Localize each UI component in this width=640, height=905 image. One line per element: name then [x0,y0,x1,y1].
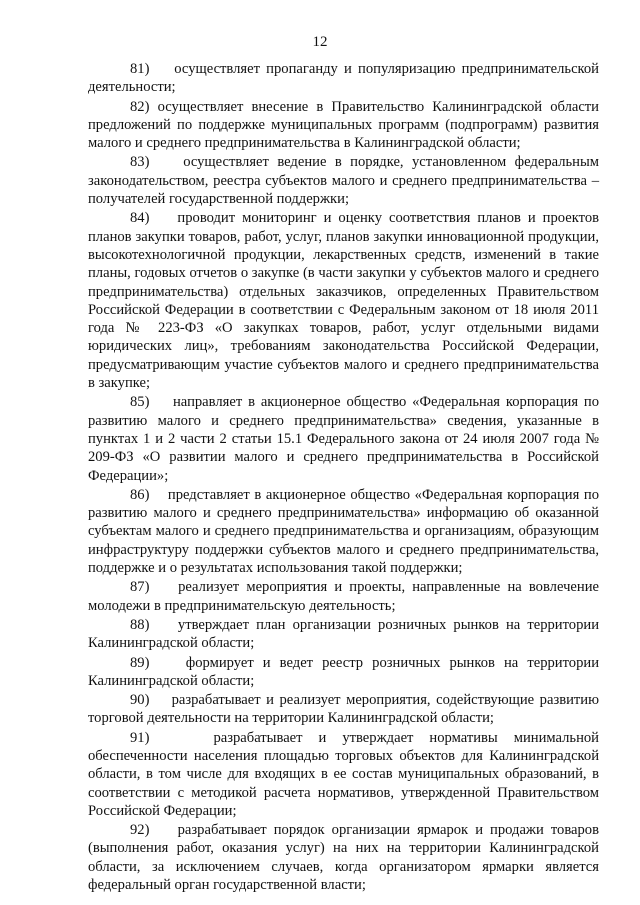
item-text: разрабатывает и утверждает нормативы минимальной обеспеченности населения площадью торговых объектов для Калининградской области, в том числе для входящих в ее состав муниципальных образований, в соответствии с методикой расчета нормативов, утвержденной Правительством Российской Федерации; [88,729,599,819]
item-text: разрабатывает порядок организации ярмарок и продажи товаров (выполнения работ, оказания услуг) на них на территории Калининградской области, за исключением случаев, когда организатором ярмарки является федеральный орган государственной власти; [88,822,599,894]
item-number: 86) [130,486,150,503]
item-number: 82) [130,98,150,115]
list-item [88,578,599,615]
list-item [88,691,599,728]
item-number: 92) [130,822,150,839]
item-text: осуществляет ведение в порядке, установленном федеральным законодательством, реестра субъектов малого и среднего предпринимательства – получателей государственной поддержки; [88,154,600,208]
item-number: 85) [130,394,150,411]
list-item [88,393,599,484]
item-number: 88) [130,616,150,633]
item-number: 91) [130,729,150,746]
item-number: 87) [130,579,150,596]
list-item [88,486,599,577]
item-number: 84) [130,210,150,227]
item-text: разрабатывает и реализует мероприятия, содействующие развитию торговой деятельности на территории Калининградской области; [88,692,599,727]
item-text: реализует мероприятия и проекты, направленные на вовлечение молодежи в предпринимательскую деятельность; [88,579,599,614]
item-number: 90) [130,692,150,709]
item-text: направляет в акционерное общество «Федеральная корпорация по развитию малого и среднего предпринимательства» сведения, указанные в пунктах 1 и 2 части 2 статьи 15.1 Федерального закона от 24 июля 2007 года № 209-ФЗ «О развитии малого и среднего предпринимательства в Российской Федерации»; [88,394,600,484]
item-text: осуществляет внесение в Правительство Калининградской области предложений по поддержке муниципальных программ (подпрограмм) развития малого и среднего предпринимательства в Калининградской области; [88,98,599,152]
item-text: формирует и ведет реестр розничных рынков на территории Калининградской области; [88,654,599,689]
list-item [88,153,599,208]
list-item [88,209,599,392]
list-item [88,729,599,820]
item-number: 81) [130,61,150,77]
item-number: 83) [130,154,150,171]
item-number: 89) [130,654,150,671]
list-item [88,616,599,653]
list-item [88,60,599,97]
list-item [88,654,599,691]
list-item [88,98,599,153]
item-text: представляет в акционерное общество «Федеральная корпорация по развитию малого и среднего предпринимательства» информацию об оказанной субъектам малого и среднего предпринимательства и организациям, образующим инфраструктуру поддержки субъектов малого и среднего предпринимательства, поддержке и о результатах использования такой поддержки; [88,486,600,577]
page-number: 12 [312,34,328,50]
list-item [88,821,599,894]
item-text: утверждает план организации розничных рынков на территории Калининградской области; [88,616,599,652]
item-text: осуществляет пропаганду и популяризацию предпринимательской деятельности; [88,61,599,96]
document-body [88,60,599,895]
item-text: проводит мониторинг и оценку соответствия планов и проектов планов закупки товаров, работ, услуг, планов закупки инновационной продукции, высокотехнологичной продукции, лекарственных средств, изменений в такие планы, годовых отчетов о закупке (в части закупки у субъектов малого и среднего предпринимательства) отдельных заказчиков, определенных Правительством Российской Федерации в соответствии с Федеральным законом от 18 июля 2011 года № 223-ФЗ «О закупках товаров, работ, услуг отдельными видами юридических лиц», требованиям законодательства Российской Федерации, предусматривающим участие субъектов малого и среднего предпринимательства в закупке; [88,210,600,392]
